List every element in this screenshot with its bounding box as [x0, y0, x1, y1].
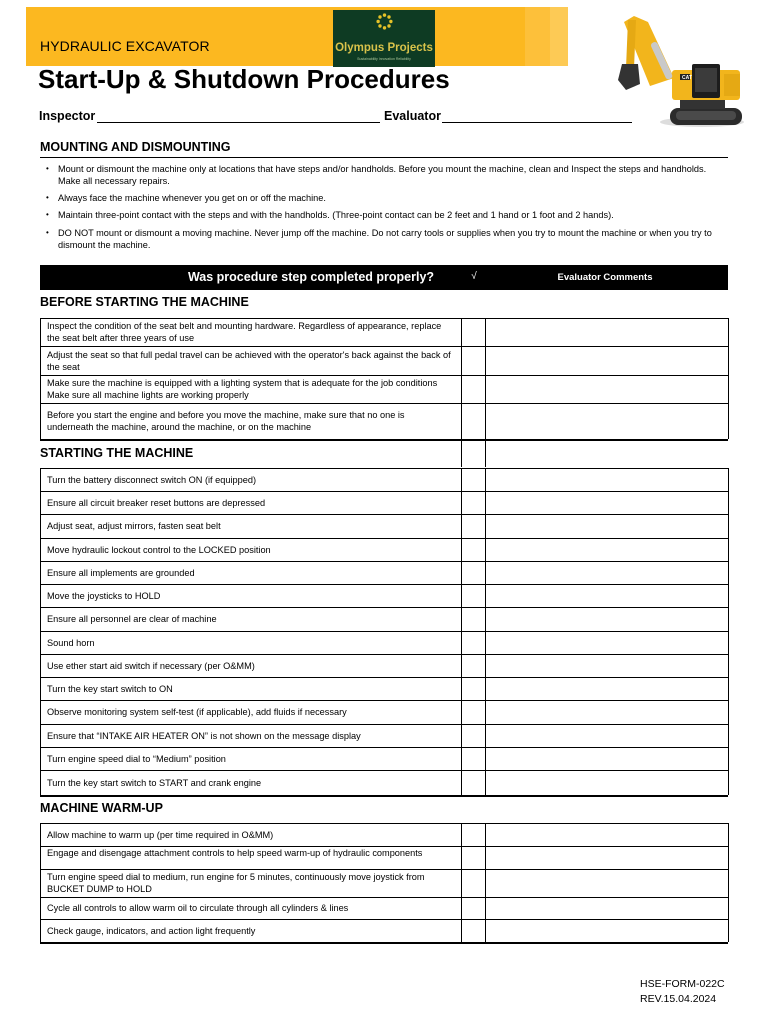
evaluator-comment-field[interactable] — [486, 585, 727, 606]
evaluator-comment-field[interactable] — [486, 824, 727, 845]
evaluator-comment-field[interactable] — [486, 898, 727, 918]
header-banner — [26, 7, 568, 66]
completed-checkbox[interactable] — [462, 347, 484, 374]
step-text: Turn the key start switch to ON — [47, 683, 173, 694]
completed-checkbox[interactable] — [462, 898, 484, 918]
step-text: Use ether start aid switch if necessary (per O&MM) — [47, 660, 255, 671]
completed-checkbox[interactable] — [462, 870, 484, 896]
evaluator-comment-field[interactable] — [486, 608, 727, 630]
evaluator-label: Evaluator — [384, 109, 441, 123]
completed-checkbox[interactable] — [462, 920, 484, 941]
step-text: Ensure all personnel are clear of machine — [47, 614, 217, 624]
excavator-brand: CAT — [682, 75, 692, 81]
completed-checkbox[interactable] — [462, 655, 484, 676]
completed-checkbox[interactable] — [462, 539, 484, 560]
completed-checkbox[interactable] — [462, 771, 484, 794]
step-text: Turn engine speed dial to “Medium” position — [47, 753, 226, 764]
step-text: Move the joysticks to HOLD — [47, 590, 161, 601]
section-heading: STARTING THE MACHINE — [40, 446, 194, 460]
table-rule — [40, 942, 728, 944]
evaluator-comment-field[interactable] — [486, 678, 727, 699]
table-rule — [461, 440, 462, 467]
table-rule — [485, 440, 486, 467]
step-text: Cycle all controls to allow warm oil to circulate through all cylinders & lines — [47, 903, 349, 913]
completed-checkbox[interactable] — [462, 824, 484, 845]
completed-checkbox[interactable] — [462, 701, 484, 723]
completed-checkbox[interactable] — [462, 847, 484, 868]
step-text: Inspect the condition of the seat belt and mounting hardware. Regardless of appearance, replace the seat belt after three years of use — [47, 321, 442, 343]
inspector-label: Inspector — [39, 109, 96, 123]
logo-tagline: Sustainability Innovation Reliability — [357, 57, 411, 61]
step-text: Observe monitoring system self-test (if applicable), add fluids if necessary — [47, 707, 347, 717]
procedure-header-bar — [40, 265, 728, 290]
completed-checkbox[interactable] — [462, 515, 484, 537]
list-item: • Maintain three-point contact with the steps and with the handholds. (Three-point contact can be 2 feet and 1 hand or 1 foot and 2 hands). — [46, 210, 614, 220]
bullet-icon: • — [46, 228, 49, 237]
completed-checkbox[interactable] — [462, 585, 484, 606]
step-text: Turn the battery disconnect switch ON (if equipped) — [47, 474, 257, 485]
checkmark-icon: √ — [471, 271, 477, 282]
evaluator-comment-field[interactable] — [486, 701, 727, 723]
table-rule — [728, 318, 729, 439]
completed-checkbox[interactable] — [462, 562, 484, 583]
list-item: • Always face the machine whenever you get on or off the machine. — [46, 193, 326, 203]
completed-checkbox[interactable] — [462, 376, 484, 402]
inspector-field[interactable] — [97, 122, 380, 123]
step-text: Allow machine to warm up (per time required in O&MM) — [47, 829, 274, 840]
divider — [40, 157, 728, 158]
bullet-icon: • — [46, 164, 49, 173]
table-rule — [40, 795, 728, 797]
completed-checkbox[interactable] — [462, 608, 484, 630]
evaluator-comment-field[interactable] — [486, 539, 727, 560]
step-text: Turn the key start switch to START and crank engine — [47, 777, 262, 788]
evaluator-comments-header: Evaluator Comments — [557, 272, 653, 283]
evaluator-comment-field[interactable] — [486, 655, 727, 676]
bullet-icon: • — [46, 210, 49, 219]
step-text: Adjust the seat so that full pedal travel can be achieved with the operator's back against the back of the seat — [47, 349, 451, 372]
evaluator-field[interactable] — [442, 122, 632, 123]
table-rule — [728, 823, 729, 942]
list-item: • Mount or dismount the machine only at locations that have steps and/or handholds. Before you mount the machine, clean and Inspect the steps and handholds. Make all necessary repairs. — [46, 164, 707, 186]
evaluator-comment-field[interactable] — [486, 725, 727, 746]
step-text: Turn engine speed dial to medium, run engine for 5 minutes, continuously move joystick from BUCKET DUMP to HOLD — [47, 872, 425, 894]
evaluator-comment-field[interactable] — [486, 404, 727, 438]
step-text: Before you start the engine and before you move the machine, make sure that no one is underneath the machine, around the machine, or on the machine — [47, 410, 405, 432]
completed-checkbox[interactable] — [462, 678, 484, 699]
step-text: Engage and disengage attachment controls to help speed warm-up of hydraulic components — [47, 848, 423, 858]
step-text: Make sure the machine is equipped with a lighting system that is adequate for the job conditions Make sure all machine lights are working properly — [47, 378, 438, 400]
completed-checkbox[interactable] — [462, 319, 484, 345]
completed-checkbox[interactable] — [462, 748, 484, 769]
page-title: Start-Up & Shutdown Procedures — [38, 64, 450, 94]
step-text: Adjust seat, adjust mirrors, fasten seat belt — [47, 521, 221, 531]
evaluator-comment-field[interactable] — [486, 319, 727, 345]
step-text: Ensure all implements are grounded — [47, 567, 195, 578]
evaluator-comment-field[interactable] — [486, 847, 727, 868]
excavator-image — [610, 12, 745, 132]
step-text: Check gauge, indicators, and action light frequently — [47, 925, 256, 936]
completed-checkbox[interactable] — [462, 632, 484, 653]
step-text: Sound horn — [47, 637, 95, 648]
section-heading: BEFORE STARTING THE MACHINE — [40, 295, 249, 309]
section-heading-mounting: MOUNTING AND DISMOUNTING — [40, 140, 231, 154]
evaluator-comment-field[interactable] — [486, 376, 727, 402]
header-banner-stripe — [525, 7, 550, 66]
completed-checkbox[interactable] — [462, 725, 484, 746]
evaluator-comment-field[interactable] — [486, 748, 727, 769]
evaluator-comment-field[interactable] — [486, 771, 727, 794]
evaluator-comment-field[interactable] — [486, 347, 727, 374]
form-code: HSE-FORM-022C — [640, 978, 725, 990]
completed-checkbox[interactable] — [462, 469, 484, 490]
step-text: Ensure all circuit breaker reset buttons are depressed — [47, 497, 266, 508]
evaluator-comment-field[interactable] — [486, 920, 727, 941]
form-revision: REV.15.04.2024 — [640, 993, 717, 1005]
step-text: Ensure that “INTAKE AIR HEATER ON” is not shown on the message display — [47, 730, 361, 741]
completed-checkbox[interactable] — [462, 404, 484, 438]
table-rule — [728, 468, 729, 795]
evaluator-comment-field[interactable] — [486, 632, 727, 653]
header-banner-stripe — [550, 7, 568, 66]
evaluator-comment-field[interactable] — [486, 492, 727, 513]
section-heading: MACHINE WARM-UP — [40, 801, 163, 815]
evaluator-comment-field[interactable] — [486, 469, 727, 490]
procedure-question: Was procedure step completed properly? — [187, 270, 435, 284]
logo-ring-icon — [376, 13, 393, 30]
logo-name: Olympus Projects — [335, 42, 433, 54]
bullet-icon: • — [46, 193, 49, 202]
machine-type: HYDRAULIC EXCAVATOR — [40, 38, 210, 54]
evaluator-comment-field[interactable] — [486, 515, 727, 537]
table-rule — [40, 439, 728, 441]
evaluator-comment-field[interactable] — [486, 562, 727, 583]
completed-checkbox[interactable] — [462, 492, 484, 513]
list-item: • DO NOT mount or dismount a moving machine. Never jump off the machine. Do not carry tools or supplies when you try to mount the machine or when you try to dismount the machine. — [46, 228, 712, 250]
evaluator-comment-field[interactable] — [486, 870, 727, 896]
step-text: Move hydraulic lockout control to the LOCKED position — [47, 544, 271, 555]
